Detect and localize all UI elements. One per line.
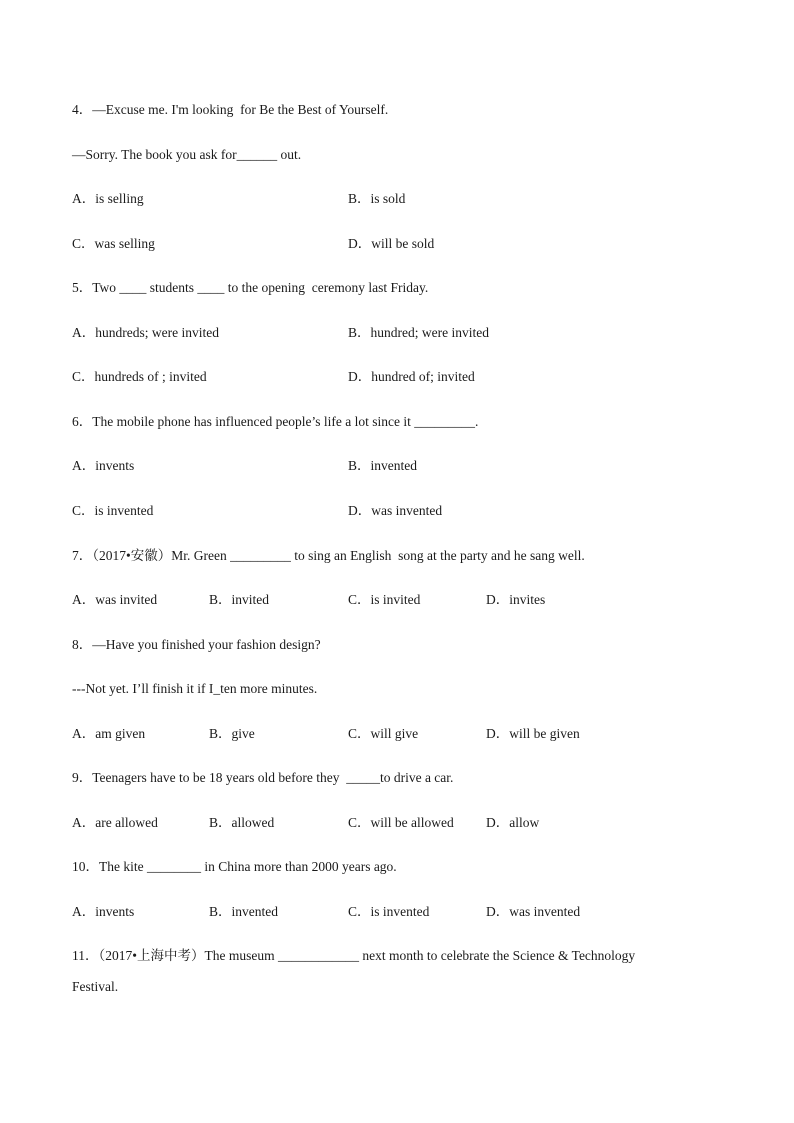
question-7-option-c[interactable]: C．is invited	[348, 592, 421, 607]
question-5-option-c[interactable]: C．hundreds of ; invited	[72, 369, 207, 384]
question-7-option-b[interactable]: B．invited	[209, 592, 269, 607]
question-4-option-a[interactable]: A．is selling	[72, 191, 144, 206]
question-10-option-c[interactable]: C．is invented	[348, 904, 430, 919]
question-8-option-c[interactable]: C．will give	[348, 726, 419, 741]
question-10-stem: 10．The kite ________ in China more than 2000 years ago.	[72, 859, 397, 874]
question-6-option-b[interactable]: B．invented	[348, 458, 417, 473]
question-10-option-b[interactable]: B．invented	[209, 904, 278, 919]
question-11-stem-line2: Festival.	[72, 979, 119, 994]
question-9-option-d[interactable]: D．allow	[486, 815, 540, 830]
question-7-stem: 7．（2017•安徽）Mr. Green _________ to sing an English song at the party and he sang well.	[72, 548, 585, 563]
question-9-stem: 9．Teenagers have to be 18 years old before they _____to drive a car.	[72, 770, 454, 785]
question-6-option-d[interactable]: D．was invented	[348, 503, 443, 518]
question-9-option-a[interactable]: A．are allowed	[72, 815, 158, 830]
question-8-option-d[interactable]: D．will be given	[486, 726, 580, 741]
question-9-option-b[interactable]: B．allowed	[209, 815, 275, 830]
question-9-option-c[interactable]: C．will be allowed	[348, 815, 454, 830]
question-4-stem: 4．—Excuse me. I'm looking for Be the Best of Yourself.	[72, 102, 389, 117]
question-8-stem: 8．—Have you finished your fashion design?	[72, 637, 321, 652]
question-4-stem-line2: —Sorry. The book you ask for______ out.	[72, 147, 302, 162]
question-8-option-a[interactable]: A．am given	[72, 726, 146, 741]
question-10-option-d[interactable]: D．was invented	[486, 904, 581, 919]
question-11-stem: 11．（2017•上海中考）The museum ____________ next month to celebrate the Science & Technology	[72, 948, 636, 963]
question-4-option-b[interactable]: B．is sold	[348, 191, 406, 206]
question-4-option-c[interactable]: C．was selling	[72, 236, 155, 251]
question-5-option-d[interactable]: D．hundred of; invited	[348, 369, 475, 384]
question-6-stem: 6．The mobile phone has influenced people’s life a lot since it _________.	[72, 414, 479, 429]
question-6-option-c[interactable]: C．is invented	[72, 503, 154, 518]
question-7-option-a[interactable]: A．was invited	[72, 592, 158, 607]
question-6-option-a[interactable]: A．invents	[72, 458, 135, 473]
question-5-stem: 5．Two ____ students ____ to the opening ceremony last Friday.	[72, 280, 429, 295]
question-5-option-b[interactable]: B．hundred; were invited	[348, 325, 489, 340]
question-5-option-a[interactable]: A．hundreds; were invited	[72, 325, 219, 340]
question-4-option-d[interactable]: D．will be sold	[348, 236, 435, 251]
question-8-stem-line2: ---Not yet. I’ll finish it if I_ten more minutes.	[72, 681, 318, 696]
question-7-option-d[interactable]: D．invites	[486, 592, 546, 607]
question-10-option-a[interactable]: A．invents	[72, 904, 135, 919]
question-8-option-b[interactable]: B．give	[209, 726, 255, 741]
